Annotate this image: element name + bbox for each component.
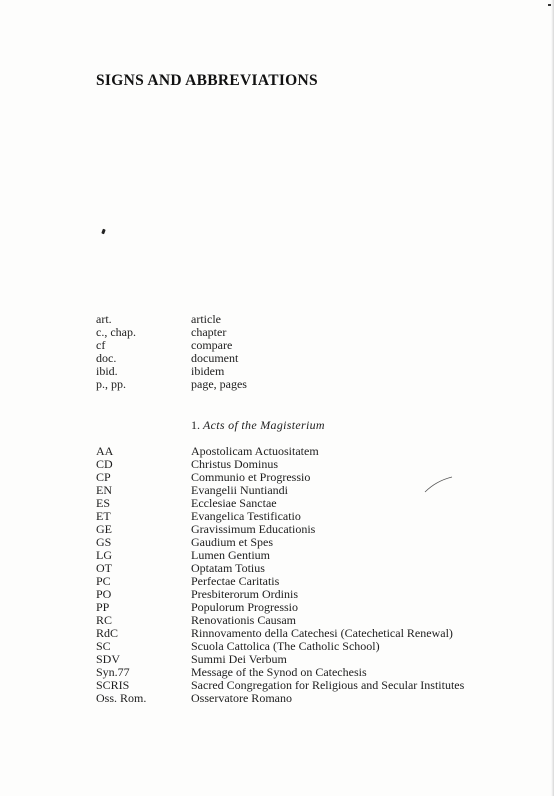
list-item: [96, 313, 536, 326]
abbreviation: Syn.77: [96, 665, 130, 679]
abbreviation: p., pp.: [96, 377, 126, 391]
section-number: 1.: [191, 418, 200, 432]
list-item: [96, 471, 536, 484]
abbreviation-meaning: Gravissimum Educationis: [191, 522, 316, 536]
abbreviation-meaning: Populorum Progressio: [191, 600, 299, 614]
section-heading: [191, 419, 325, 432]
abbreviation-meaning: compare: [191, 338, 233, 352]
abbreviation: PC: [96, 574, 111, 588]
section-title: Acts of the Magisterium: [203, 418, 325, 432]
abbreviation-meaning: Summi Dei Verbum: [191, 652, 287, 666]
abbreviation: OT: [96, 561, 112, 575]
list-item: [96, 445, 536, 458]
abbreviation-meaning: Communio et Progressio: [191, 470, 311, 484]
list-item: [96, 326, 536, 339]
list-item: [96, 378, 536, 391]
abbreviation-meaning: Evangelii Nuntiandi: [191, 483, 288, 497]
abbreviation-meaning: chapter: [191, 325, 227, 339]
abbreviation-meaning: Renovationis Causam: [191, 613, 296, 627]
abbreviation-meaning: Scuola Cattolica (The Catholic School): [191, 639, 380, 653]
list-item: [96, 497, 536, 510]
abbreviation: RdC: [96, 626, 119, 640]
abbreviation: CD: [96, 457, 113, 471]
abbreviation-meaning: Christus Dominus: [191, 457, 279, 471]
abbreviation: CP: [96, 470, 111, 484]
abbreviation: ES: [96, 496, 111, 510]
abbreviation-meaning: Perfectae Caritatis: [191, 574, 280, 588]
abbreviation: PO: [96, 587, 112, 601]
abbreviation: RC: [96, 613, 113, 627]
list-item: [96, 352, 536, 365]
abbreviation-meaning: article: [191, 312, 221, 326]
list-item: [96, 562, 536, 575]
abbreviation-meaning: Rinnovamento della Catechesi (Catechetical Renewal): [191, 626, 453, 640]
abbreviation: SC: [96, 639, 111, 653]
abbreviation-meaning: Sacred Congregation for Religious and Secular Institutes: [191, 678, 465, 692]
abbreviation-meaning: Osservatore Romano: [191, 691, 292, 705]
abbreviation: AA: [96, 444, 114, 458]
list-item: [96, 523, 536, 536]
list-item: [96, 365, 536, 378]
corner-mark: [548, 4, 551, 6]
abbreviation: EN: [96, 483, 112, 497]
abbreviation: SDV: [96, 652, 121, 666]
abbreviation: PP: [96, 600, 110, 614]
abbreviation: cf: [96, 338, 106, 352]
abbreviation: LG: [96, 548, 112, 562]
abbreviation: ET: [96, 509, 111, 523]
ink-speck: [101, 229, 106, 235]
abbreviation: SCRIS: [96, 678, 130, 692]
list-item: [96, 549, 536, 562]
list-item: [96, 458, 536, 471]
abbreviation-meaning: Message of the Synod on Catechesis: [191, 665, 367, 679]
page-title: SIGNS AND ABBREVIATIONS: [96, 72, 318, 89]
abbreviation-meaning: document: [191, 351, 239, 365]
list-item: [96, 640, 536, 653]
list-item: [96, 484, 536, 497]
abbreviation-meaning: ibidem: [191, 364, 225, 378]
abbreviation-meaning: Lumen Gentium: [191, 548, 270, 562]
abbreviation-meaning: Ecclesiae Sanctae: [191, 496, 277, 510]
list-item: [96, 575, 536, 588]
list-item: [96, 601, 536, 614]
abbreviation-meaning: Optatam Totius: [191, 561, 265, 575]
list-item: [96, 536, 536, 549]
abbreviation: Oss. Rom.: [96, 691, 147, 705]
list-item: [96, 588, 536, 601]
list-item: [96, 679, 536, 692]
abbreviation: doc.: [96, 351, 117, 365]
abbreviation: c., chap.: [96, 325, 136, 339]
abbreviation-meaning: Presbiterorum Ordinis: [191, 587, 298, 601]
abbreviation: GE: [96, 522, 112, 536]
abbreviation: GS: [96, 535, 112, 549]
abbreviation-meaning: Gaudium et Spes: [191, 535, 273, 549]
list-item: [96, 692, 536, 705]
abbreviation-meaning: Apostolicam Actuositatem: [191, 444, 319, 458]
abbreviation: art.: [96, 312, 112, 326]
abbreviation-meaning: page, pages: [191, 377, 247, 391]
list-item: [96, 339, 536, 352]
abbreviation: ibid.: [96, 364, 118, 378]
list-item: [96, 510, 536, 523]
abbreviation-meaning: Evangelica Testificatio: [191, 509, 301, 523]
